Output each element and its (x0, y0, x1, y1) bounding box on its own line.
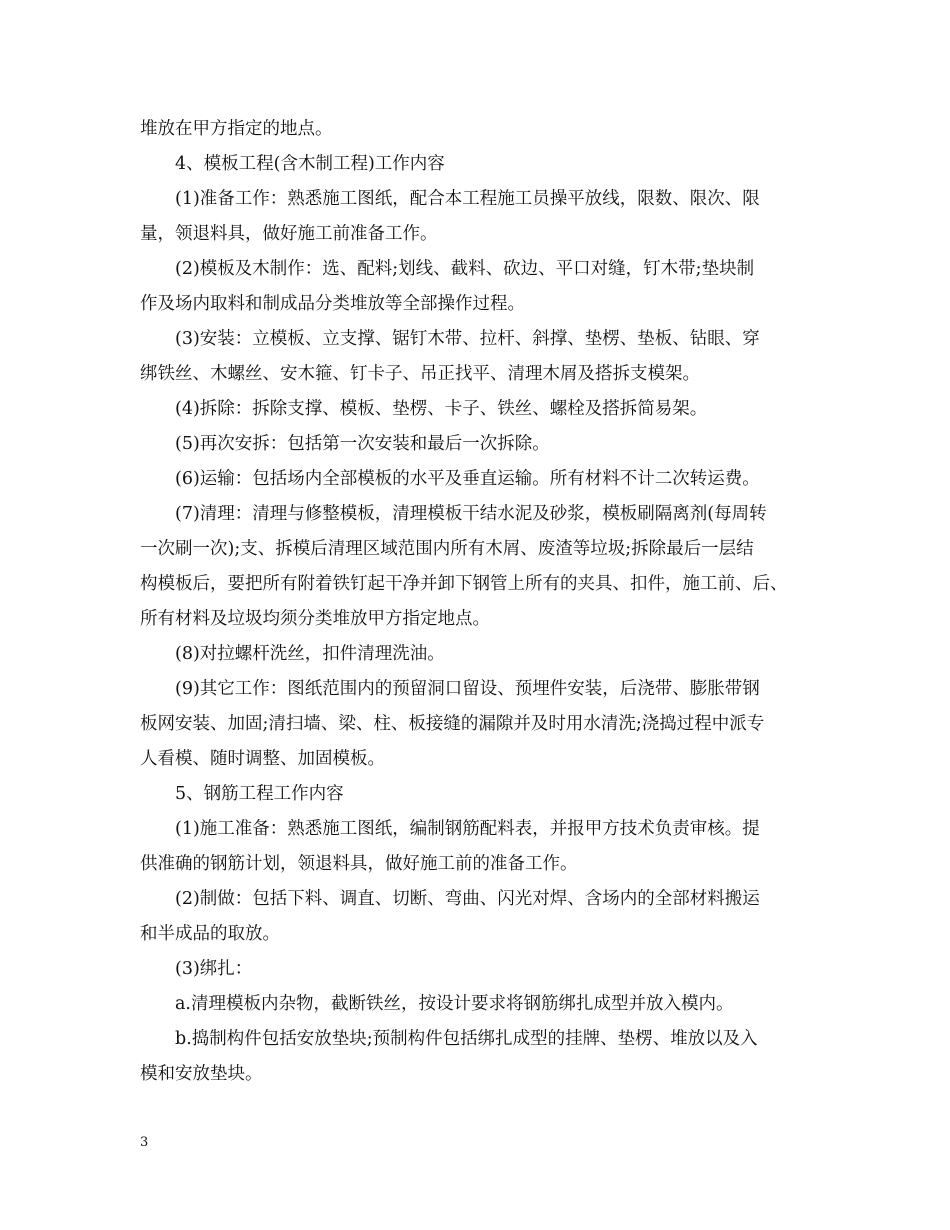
text-line: 量，领退料具，做好施工前准备工作。 (140, 224, 438, 244)
text-line: (3)安装：立模板、立支撑、锯钉木带、拉杆、斜撑、垫楞、垫板、钻眼、穿 (175, 329, 760, 349)
text-line: (9)其它工作：图纸范围内的预留洞口留设、预埋件安装，后浇带、膨胀带钢 (175, 679, 760, 699)
section-heading: 4、模板工程(含木制工程)工作内容 (175, 154, 445, 174)
text-line: (1)准备工作：熟悉施工图纸，配合本工程施工员操平放线，限数、限次、限 (175, 189, 760, 209)
text-line: 和半成品的取放。 (140, 924, 280, 944)
text-line: a.清理模板内杂物，截断铁丝，按设计要求将钢筋绑扎成型并放入模内。 (175, 994, 734, 1014)
text-line: (2)制做：包括下料、调直、切断、弯曲、闪光对焊、含场内的全部材料搬运 (175, 889, 760, 909)
text-line: (5)再次安拆：包括第一次安装和最后一次拆除。 (175, 434, 550, 454)
text-line: 作及场内取料和制成品分类堆放等全部操作过程。 (140, 294, 525, 314)
text-line: 板网安装、加固;清扫墙、梁、柱、板接缝的漏隙并及时用水清洗;浇捣过程中派专 (140, 714, 765, 734)
text-line: 绑铁丝、木螺丝、安木箍、钉卡子、吊正找平、清理木屑及搭拆支模架。 (140, 364, 700, 384)
text-line: (4)拆除：拆除支撑、模板、垫楞、卡子、铁丝、螺栓及搭拆简易架。 (175, 399, 708, 419)
text-line: 模和安放垫块。 (140, 1064, 263, 1084)
page-number: 3 (140, 1135, 149, 1150)
text-line: 人看模、随时调整、加固模板。 (140, 749, 385, 769)
text-line: (3)绑扎： (175, 959, 253, 979)
section-heading: 5、钢筋工程工作内容 (175, 784, 344, 804)
document-body (140, 112, 826, 1092)
text-line: 构模板后，要把所有附着铁钉起干净并卸下钢管上所有的夹具、扣件，施工前、后、 (140, 574, 788, 594)
text-line: (6)运输：包括场内全部模板的水平及垂直运输。所有材料不计二次转运费。 (175, 469, 760, 489)
text-line: 一次刷一次);支、拆模后清理区域范围内所有木屑、废渣等垃圾;拆除最后一层结 (140, 539, 754, 559)
text-line: 所有材料及垃圾均须分类堆放甲方指定地点。 (140, 609, 490, 629)
text-line: (8)对拉螺杆洗丝，扣件清理洗油。 (175, 644, 445, 664)
text-line: (1)施工准备：熟悉施工图纸，编制钢筋配料表，并报甲方技术负责审核。提 (175, 819, 760, 839)
text-line: (2)模板及木制作：选、配料;划线、截料、砍边、平口对缝，钉木带;垫块制 (175, 259, 755, 279)
text-line: 堆放在甲方指定的地点。 (140, 119, 333, 139)
text-line: (7)清理：清理与修整模板，清理模板干结水泥及砂浆，模板刷隔离剂(每周转 (175, 504, 767, 524)
text-line: 供准确的钢筋计划，领退料具，做好施工前的准备工作。 (140, 854, 578, 874)
text-line: b.捣制构件包括安放垫块;预制构件包括绑扎成型的挂牌、垫楞、堆放以及入 (175, 1029, 758, 1049)
